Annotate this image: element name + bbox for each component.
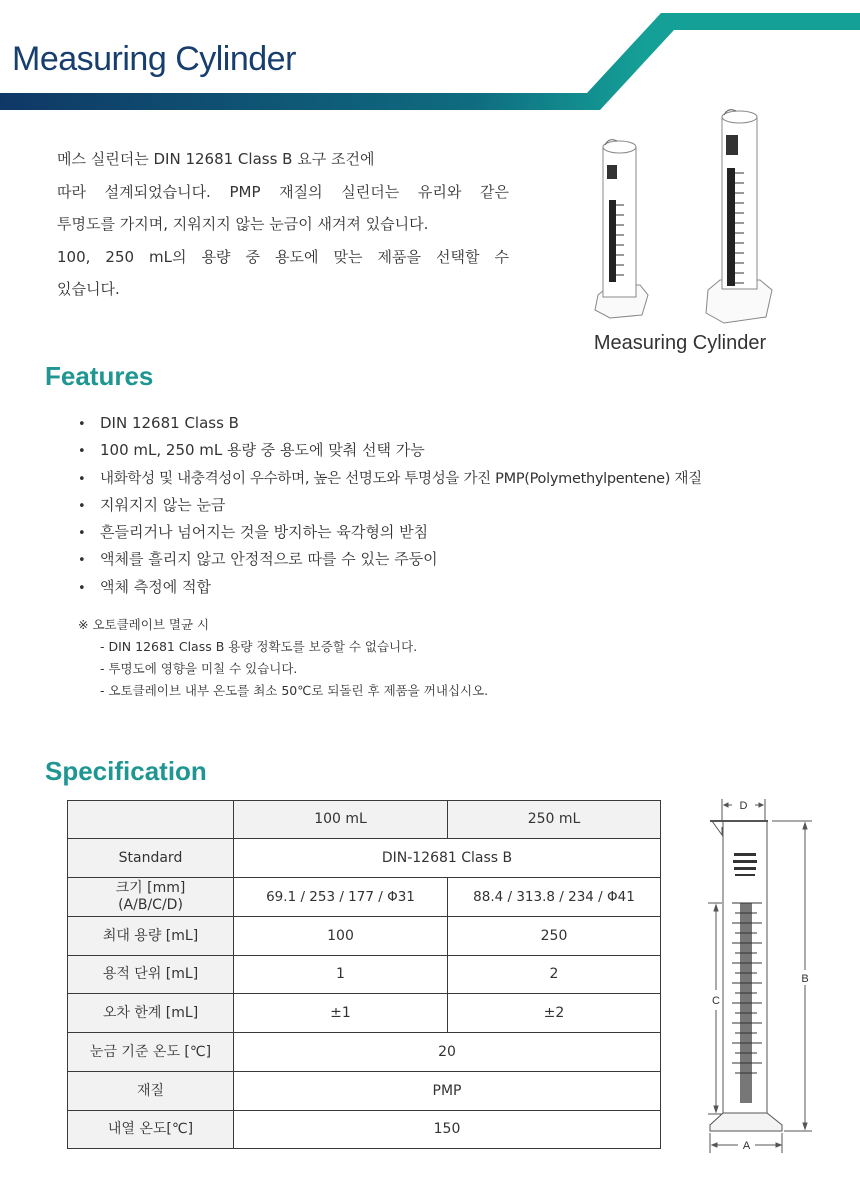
small-cylinder-illustration — [595, 140, 648, 318]
intro-paragraph — [57, 143, 509, 306]
row-label: 최대 용량 [mL] — [68, 917, 234, 956]
dimension-label-c: C — [712, 995, 720, 1007]
bullet-icon: • — [78, 471, 86, 487]
table-row — [68, 839, 661, 878]
feature-text: 100 mL, 250 mL 용량 중 용도에 맞춰 선택 가능 — [100, 441, 425, 460]
dimension-label-b: B — [801, 973, 809, 985]
bullet-icon: • — [78, 498, 86, 514]
row-label-line: 크기 [mm] — [115, 880, 186, 896]
feature-item — [78, 465, 702, 492]
row-label — [68, 878, 234, 917]
feature-item — [78, 574, 702, 601]
header-cell: 250 mL — [448, 801, 661, 839]
row-value: 150 — [234, 1111, 661, 1149]
header-cell: 100 mL — [234, 801, 448, 839]
note-line: - DIN 12681 Class B 용량 정확도를 보증할 수 없습니다. — [100, 639, 418, 654]
row-value: 250 — [448, 917, 661, 956]
features-heading: Features — [45, 361, 154, 391]
row-value: 100 — [234, 917, 448, 956]
autoclave-note — [78, 614, 488, 702]
page-title: Measuring Cylinder — [12, 40, 296, 78]
intro-line: 메스 실린더는 DIN 12681 Class B 요구 조건에 — [57, 150, 375, 168]
row-label: Standard — [68, 839, 234, 878]
row-value: DIN-12681 Class B — [234, 839, 661, 878]
note-line: - 투명도에 영향을 미칠 수 있습니다. — [100, 661, 298, 676]
row-label-line: (A/B/C/D) — [118, 897, 183, 913]
note-title: ※ 오토클레이브 멸균 시 — [78, 617, 210, 632]
table-row — [68, 1111, 661, 1149]
row-value: 88.4 / 313.8 / 234 / Φ41 — [448, 878, 661, 917]
row-label: 눈금 기준 온도 [℃] — [68, 1033, 234, 1072]
feature-text: DIN 12681 Class B — [100, 414, 239, 432]
intro-line: 투명도를 가지며, 지워지지 않는 눈금이 새겨져 있습니다. — [57, 215, 429, 233]
row-label: 오차 한계 [mL] — [68, 994, 234, 1033]
table-row — [68, 878, 661, 917]
features-list — [78, 410, 702, 601]
intro-line: 100, 250 mL의 용량 중 용도에 맞는 제품을 선택할 수 — [57, 247, 509, 266]
bullet-icon: • — [78, 580, 86, 596]
row-value: 2 — [448, 956, 661, 994]
table-row — [68, 994, 661, 1033]
feature-item — [78, 437, 702, 464]
table-row — [68, 956, 661, 994]
measuring-cylinder-icon — [580, 105, 800, 360]
feature-text: 내화학성 및 내충격성이 우수하며, 높은 선명도와 투명성을 가진 PMP(Polymethylpentene) 재질 — [100, 470, 702, 487]
bullet-icon: • — [78, 417, 86, 432]
bullet-icon: • — [78, 444, 86, 460]
table-row — [68, 1033, 661, 1072]
product-image-caption: Measuring Cylinder — [593, 332, 767, 354]
feature-text: 지워지지 않는 눈금 — [100, 495, 226, 514]
feature-text: 흔들리거나 넘어지는 것을 방지하는 육각형의 받침 — [100, 523, 429, 542]
dimension-label-d: D — [739, 800, 748, 812]
table-row — [68, 917, 661, 956]
specification-table — [67, 800, 661, 1149]
feature-text: 액체 측정에 적합 — [100, 577, 211, 596]
intro-line: 있습니다. — [57, 280, 120, 298]
note-line: - 오토클레이브 내부 온도를 최소 50℃로 되돌린 후 제품을 꺼내십시오. — [100, 683, 489, 698]
table-header-row — [68, 801, 661, 839]
row-value: ±1 — [234, 994, 448, 1033]
intro-line: 따라 설계되었습니다. PMP 재질의 실린더는 유리와 같은 — [57, 182, 509, 201]
feature-item — [78, 410, 702, 437]
large-cylinder-illustration — [706, 110, 772, 323]
header-cell — [68, 801, 234, 839]
dimension-label-a: A — [742, 1140, 751, 1152]
feature-item — [78, 492, 702, 519]
specification-heading: Specification — [45, 756, 207, 786]
row-label: 용적 단위 [mL] — [68, 956, 234, 994]
dimension-drawing — [700, 795, 830, 1160]
row-value: PMP — [234, 1072, 661, 1111]
feature-text: 액체를 흘리지 않고 안정적으로 따를 수 있는 주둥이 — [100, 550, 438, 569]
row-value: 1 — [234, 956, 448, 994]
feature-item — [78, 546, 702, 573]
table-row — [68, 1072, 661, 1111]
row-label: 재질 — [68, 1072, 234, 1111]
row-value: 69.1 / 253 / 177 / Φ31 — [234, 878, 448, 917]
bullet-icon: • — [78, 526, 86, 542]
row-label: 내열 온도[℃] — [68, 1111, 234, 1149]
row-value: 20 — [234, 1033, 661, 1072]
row-value: ±2 — [448, 994, 661, 1033]
feature-item — [78, 519, 702, 546]
bullet-icon: • — [78, 553, 86, 569]
